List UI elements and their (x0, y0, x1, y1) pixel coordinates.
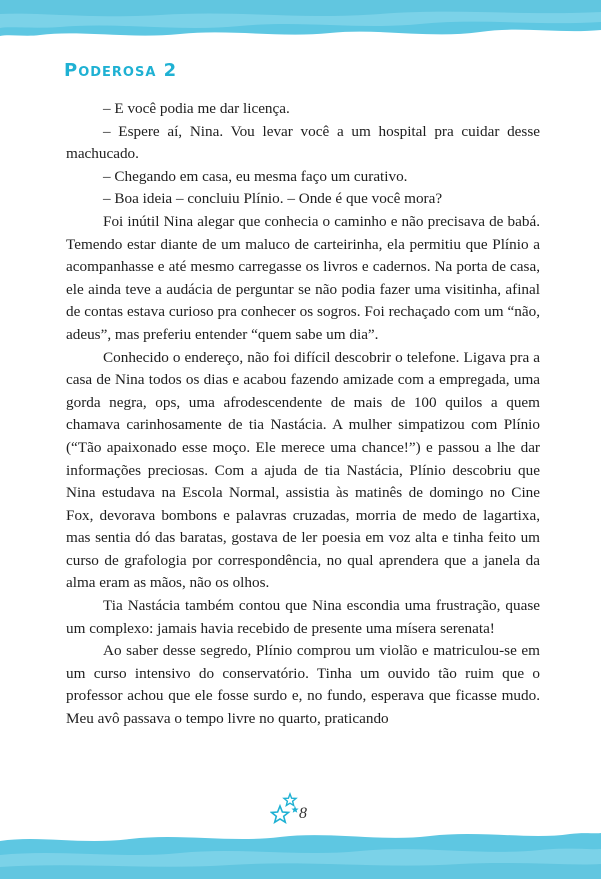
paragraph: – Chegando em casa, eu mesma faço um curativo. (103, 167, 408, 185)
running-header: Poderosa 2 (64, 60, 178, 81)
paragraph: Ao saber desse segredo, Plínio comprou um violão e matriculou-se em um curso intensivo do conservatório. Tinha um ouvido tão ruim que o professor achou que ele fosse surdo e, no fundo, esperava que ficasse mudo. Meu avô passava o tempo livre no quarto, praticando (66, 642, 540, 728)
paragraph: – E você podia me dar licença. (103, 100, 290, 117)
paragraph: Foi inútil Nina alegar que conhecia o caminho e não precisava de babá. Temendo estar diante de um maluco de carteirinha, ela permitiu que Plínio a acompanhasse e até mesmo carregasse os livros e cadernos. Na porta de casa, ele ainda teve a audácia de perguntar se não podia fazer uma visitinha, afinal de contas estava curioso pra conhecer os sogros. Foi rechaçado com um “não, adeus”, mas preferiu entender “quem sabe um dia”. (66, 212, 540, 343)
top-decorative-band (0, 0, 601, 48)
paragraph: – Boa ideia – concluiu Plínio. – Onde é que você mora? (103, 190, 443, 208)
paragraph: – Espere aí, Nina. Vou levar você a um hospital pra cuidar desse machucado. (66, 122, 540, 163)
paragraph: Conhecido o endereço, não foi difícil descobrir o telefone. Ligava pra a casa de Nina todos os dias e acabou fazendo amizade com a empregada, uma gorda negra, ops, uma afrodescendente de mais de 100 quilos a quem chamava carinhosamente de tia Nastácia. A mulher simpatizou com Plínio (“Tão apaixonado esse moço. Ele merece uma chance!”) e passou a lhe dar informações preciosas. Com a ajuda de tia Nastácia, Plínio descobriu que Nina estudava na Escola Normal, assistia às matinês de domingo no Cine Fox, devorava bombons e palavras cruzadas, morria de medo de lagartixa, mas sentia dó das baratas, gostava de ler poesia em voz alta e tinha feito um curso de grafologia por correspondência, no qual aprendera que a janela da alma eram as mãos, não os olhos. (66, 348, 540, 592)
bottom-decorative-band (0, 815, 601, 879)
page-number: 8 (299, 805, 307, 822)
body-text (66, 98, 540, 731)
paragraph: Tia Nastácia também contou que Nina escondia uma frustração, quase um complexo: jamais havia recebido de presente uma mísera serenata! (66, 597, 540, 637)
